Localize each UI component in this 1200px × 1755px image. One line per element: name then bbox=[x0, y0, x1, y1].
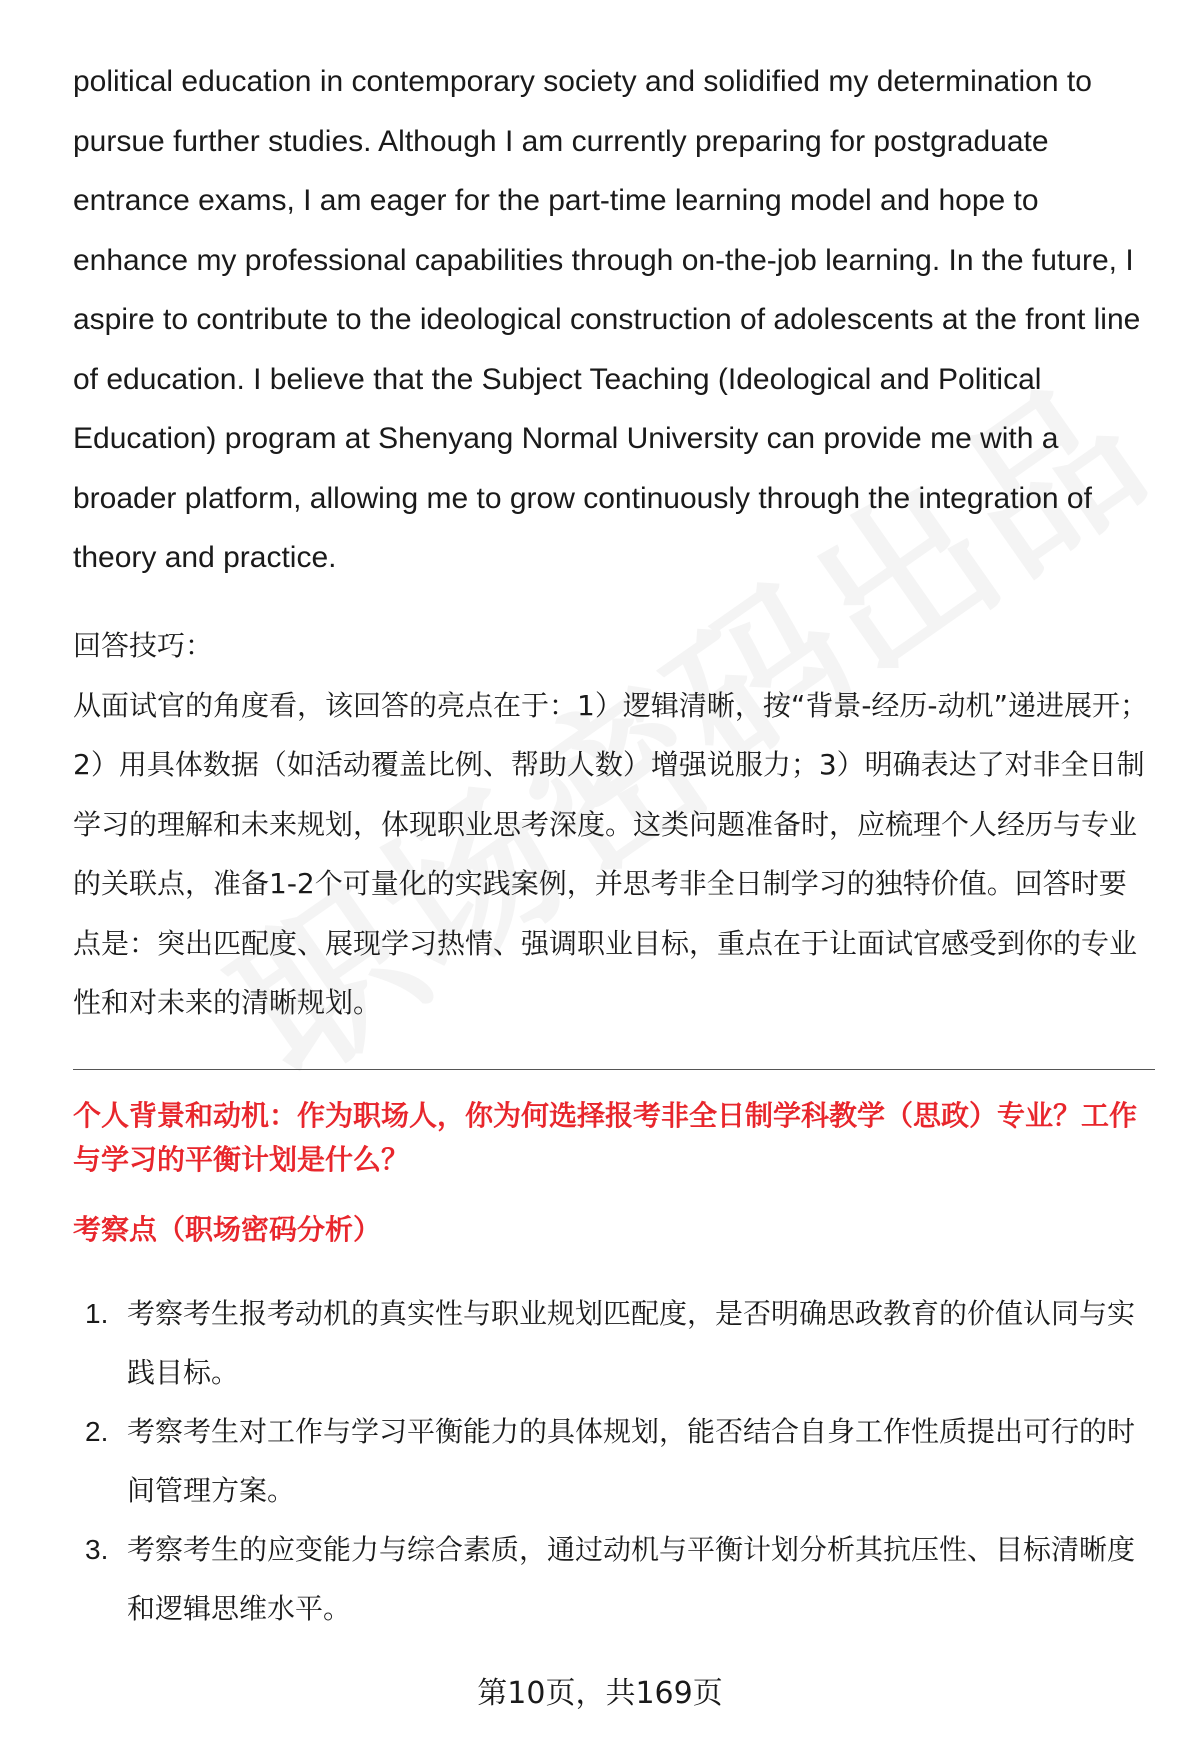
intro-paragraph: political education in contemporary society and solidified my determination to pursue further studies. Although I am currently preparing for postgraduate entrance exams, I am eager for the part-time learning model and hope to enhance my professional capabilities through on-the-job learning. In the future, I aspire to contribute to the ideological construction of adolescents at the front line of education. I believe that the Subject Teaching (Ideological and Political Education) program at Shenyang Normal University can provide me with a broader platform, allowing me to grow continuously through the integration of theory and practice. bbox=[73, 65, 1141, 574]
list-item bbox=[73, 1402, 1153, 1520]
section-divider bbox=[73, 1069, 1155, 1070]
tips-label: 回答技巧： bbox=[73, 628, 214, 662]
list-item bbox=[73, 1284, 1153, 1402]
tips-body: 从面试官的角度看，该回答的亮点在于：1）逻辑清晰，按“背景-经历-动机”递进展开；2）用具体数据（如活动覆盖比例、帮助人数）增强说服力；3）明确表达了对非全日制学习的理解和未来规划，体现职业思考深度。这类问题准备时，应梳理个人经历与专业的关联点，准备1-2个可量化的实践案例，并思考非全日制学习的独特价值。回答时要点是：突出匹配度、展现学习热情、强调职业目标，重点在于让面试官感受到你的专业性和对未来的清晰规划。 bbox=[73, 688, 1149, 1019]
section-title: 考察点（职场密码分析） bbox=[73, 1212, 382, 1246]
page-footer: 第10页，共169页 bbox=[477, 1676, 723, 1711]
page-content bbox=[73, 52, 1153, 1638]
list-item-number: 1. bbox=[85, 1297, 109, 1329]
assessment-points-list bbox=[73, 1284, 1153, 1638]
list-item-number: 3. bbox=[85, 1533, 109, 1565]
list-item bbox=[73, 1520, 1153, 1638]
list-item-text: 考察考生对工作与学习平衡能力的具体规划，能否结合自身工作性质提出可行的时间管理方案。 bbox=[127, 1414, 1136, 1507]
question-heading: 个人背景和动机：作为职场人，你为何选择报考非全日制学科教学（思政）专业？工作与学习的平衡计划是什么？ bbox=[73, 1098, 1138, 1176]
list-item-text: 考察考生报考动机的真实性与职业规划匹配度，是否明确思政教育的价值认同与实践目标。 bbox=[127, 1296, 1136, 1389]
list-item-number: 2. bbox=[85, 1415, 109, 1447]
list-item-text: 考察考生的应变能力与综合素质，通过动机与平衡计划分析其抗压性、目标清晰度和逻辑思维水平。 bbox=[127, 1532, 1136, 1625]
